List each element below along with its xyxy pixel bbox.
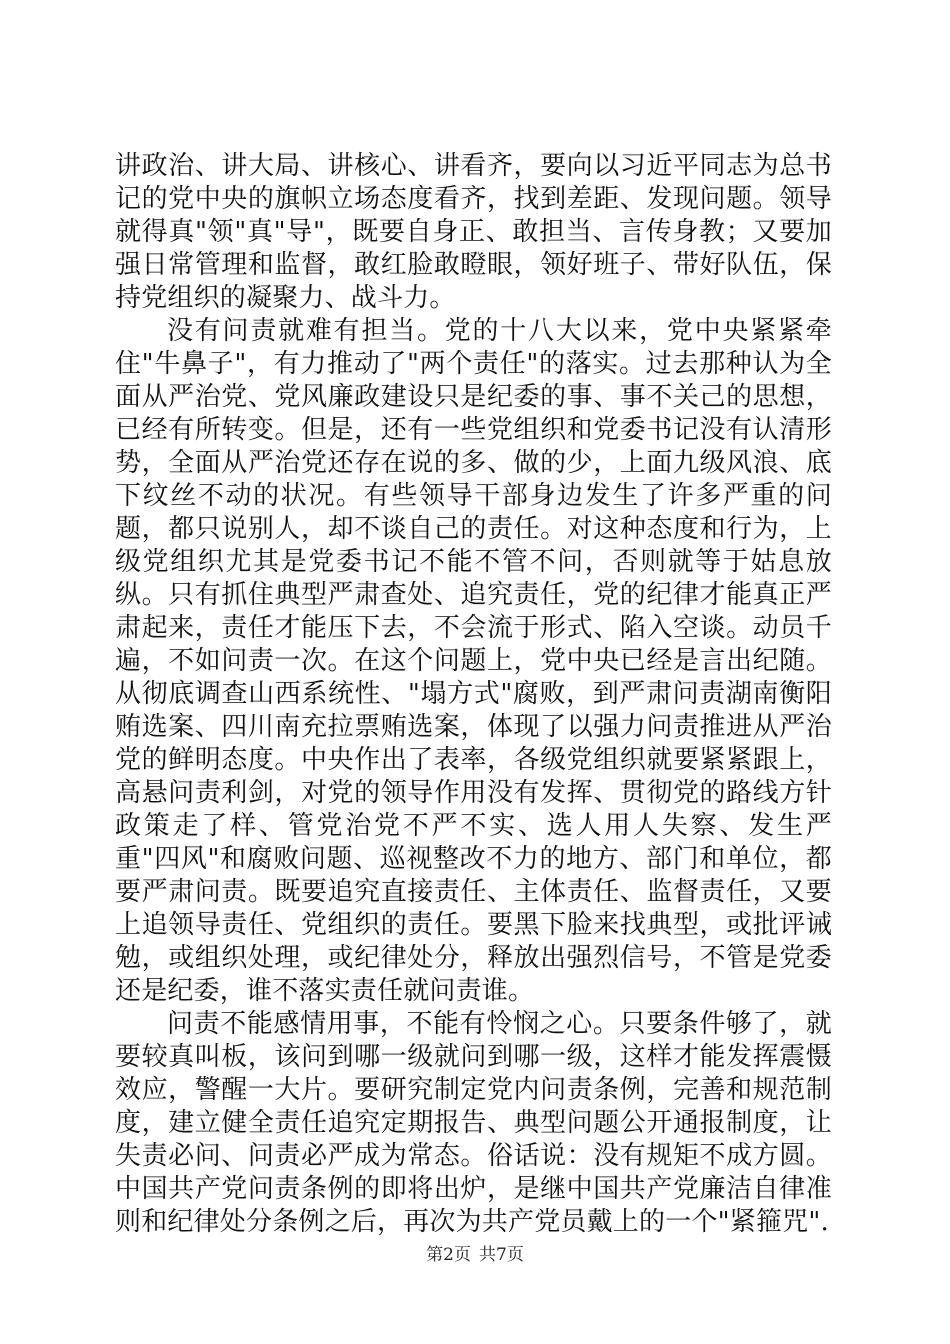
paragraph-continuation: 讲政治、讲大局、讲核心、讲看齐，要向以习近平同志为总书记的党中央的旗帜立场态度看齐，找到差距、发现问题。领导就得真"领"真"导"，既要自身正、敢担当、言传身教；又要加强日常管理和监督，敢红脸敢瞪眼，领好班子、带好队伍，保持党组织的凝聚力、战斗力。 (115, 151, 832, 313)
paragraph-no-sentiment: 问责不能感情用事，不能有怜悯之心。只要条件够了，就要较真叫板，该问到哪一级就问到哪一级，这样才能发挥震慑效应，警醒一大片。要研究制定党内问责条例，完善和规范制度，建立健全责任追究定期报告、典型问题公开通报制度，让失责必问、问责必严成为常态。俗话说：没有规矩不成方圆。中国共产党问责条例的即将出炉，是继中国共产党廉洁自律准则和纪律处分条例之后，再次为共产党员戴上的一个"紧箍咒". (115, 1009, 832, 1237)
page-number: 第2页 (426, 1245, 471, 1265)
document-body (115, 150, 832, 1239)
page-total: 共7页 (479, 1245, 524, 1265)
paragraph-accountability: 没有问责就难有担当。党的十八大以来，党中央紧紧牵住"牛鼻子"，有力推动了"两个责任"的落实。过去那种认为全面从严治党、党风廉政建设只是纪委的事、事不关己的思想，已经有所转变。但是，还有一些党组织和党委书记没有认清形势，全面从严治党还存在说的多、做的少，上面九级风浪、底下纹丝不动的状况。有些领导干部身边发生了许多严重的问题，都只说别人，却不谈自己的责任。对这种态度和行为，上级党组织尤其是党委书记不能不管不问，否则就等于姑息放纵。只有抓住典型严肃查处、追究责任，党的纪律才能真正严肃起来，责任才能压下去，不会流于形式、陷入空谈。动员千遍，不如问责一次。在这个问题上，党中央已经是言出纪随。从彻底调查山西系统性、"塌方式"腐败，到严肃问责湖南衡阳贿选案、四川南充拉票贿选案，体现了以强力问责推进从严治党的鲜明态度。中央作出了表率，各级党组织就要紧紧跟上，高悬问责利剑，对党的领导作用没有发挥、贯彻党的路线方针政策走了样、管党治党不严不实、选人用人失察、发生严重"四风"和腐败问题、巡视整改不力的地方、部门和单位，都要严肃问责。既要追究直接责任、主体责任、监督责任，又要上追领导责任、党组织的责任。要黑下脸来找典型，或批评诫勉，或组织处理，或纪律处分，释放出强烈信号，不管是党委还是纪委，谁不落实责任就问责谁。 (115, 316, 832, 1006)
page-footer (0, 1244, 950, 1266)
